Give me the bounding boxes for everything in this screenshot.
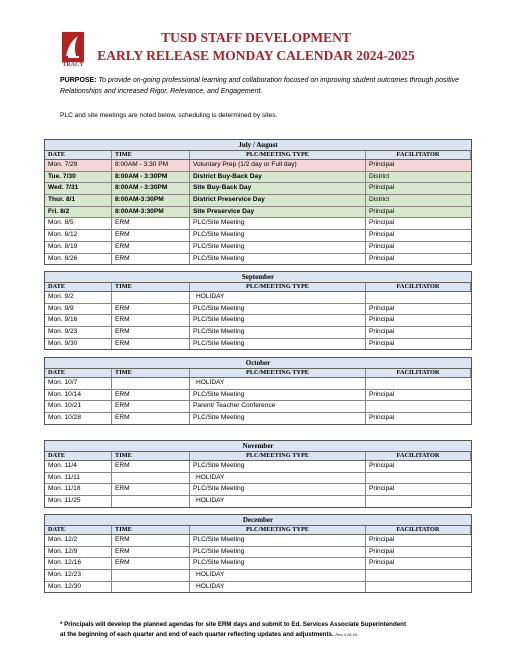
row-time: ERM xyxy=(112,230,190,241)
table-row xyxy=(45,473,471,485)
row-facilitator: Principal xyxy=(369,242,395,250)
table-row xyxy=(45,218,471,230)
row-time xyxy=(112,378,190,389)
row-date: Mon. 9/9 xyxy=(45,304,112,315)
time-column-header: TIME xyxy=(112,369,190,377)
row-type: PLC/Site Meeting xyxy=(190,558,366,569)
table-row xyxy=(45,304,471,316)
row-type: HOLIDAY xyxy=(190,582,366,593)
row-time: ERM xyxy=(112,254,190,265)
month-header: November xyxy=(45,441,471,452)
purpose-statement xyxy=(60,76,480,97)
table-row xyxy=(45,378,471,390)
table-row xyxy=(45,484,471,496)
date-column-header: DATE xyxy=(45,452,112,460)
month-table xyxy=(44,271,472,350)
row-type: PLC/Site Meeting xyxy=(190,218,366,229)
month-table xyxy=(44,357,472,425)
table-row xyxy=(45,413,471,424)
row-time: ERM xyxy=(112,339,190,350)
revision-date: Rev 4.26.24 xyxy=(335,631,357,637)
row-facilitator: Principal xyxy=(369,339,395,347)
row-time xyxy=(112,570,190,581)
time-column-header: TIME xyxy=(112,452,190,460)
table-row xyxy=(45,207,471,219)
row-type: PLC/Site Meeting xyxy=(190,327,366,338)
column-headers xyxy=(45,369,471,378)
row-time: ERM xyxy=(112,484,190,495)
row-date: Mon. 8/26 xyxy=(45,254,112,265)
table-row xyxy=(45,535,471,547)
table-row xyxy=(45,230,471,242)
table-row xyxy=(45,339,471,350)
facilitator-column-header: FACILITATOR xyxy=(366,452,471,460)
facilitator-column-header: FACILITATOR xyxy=(366,369,471,377)
page-title: TUSD STAFF DEVELOPMENT xyxy=(161,30,351,45)
table-row xyxy=(45,558,471,570)
facilitator-column-header: FACILITATOR xyxy=(366,283,471,291)
row-type: Site Preservice Day xyxy=(190,207,366,218)
row-type: PLC/Site Meeting xyxy=(190,254,366,265)
row-type: PLC/Site Meeting xyxy=(190,339,366,350)
row-time xyxy=(112,473,190,484)
table-row xyxy=(45,401,471,413)
month-header: October xyxy=(45,358,471,369)
table-row xyxy=(45,570,471,582)
row-date: Mon. 12/23 xyxy=(45,570,112,581)
row-type: PLC/Site Meeting xyxy=(190,304,366,315)
row-date: Mon. 12/2 xyxy=(45,535,112,546)
row-type: HOLIDAY xyxy=(190,570,366,581)
row-type: HOLIDAY xyxy=(190,496,366,507)
row-time: ERM xyxy=(112,242,190,253)
row-facilitator xyxy=(366,401,471,412)
row-time: ERM xyxy=(112,390,190,401)
scheduling-note: PLC and site meetings are noted below, scheduling is determined by sites. xyxy=(60,112,278,119)
time-column-header: TIME xyxy=(112,283,190,291)
row-facilitator xyxy=(366,570,471,581)
row-facilitator xyxy=(366,582,471,593)
row-facilitator: Principal xyxy=(369,161,395,168)
row-time: ERM xyxy=(112,401,190,412)
row-date: Mon. 11/25 xyxy=(45,496,112,507)
row-facilitator: Principal xyxy=(369,328,395,336)
row-date: Mon. 11/18 xyxy=(45,484,112,495)
table-row xyxy=(45,292,471,304)
row-date: Mon. 9/30 xyxy=(45,339,112,350)
table-row xyxy=(45,582,471,593)
row-date: Mon. 11/11 xyxy=(45,473,112,484)
row-type: District Preservice Day xyxy=(190,195,366,206)
row-facilitator: Principal xyxy=(369,231,395,239)
type-column-header: PLC/MEETING TYPE xyxy=(190,369,366,377)
row-date: Mon. 8/5 xyxy=(45,218,112,229)
row-time: ERM xyxy=(112,535,190,546)
table-row xyxy=(45,172,471,184)
table-row xyxy=(45,496,471,507)
footer-line-2 xyxy=(60,630,480,640)
table-row xyxy=(45,461,471,473)
row-time xyxy=(112,292,190,303)
time-column-header: TIME xyxy=(112,151,190,159)
row-facilitator: Principal xyxy=(369,390,395,398)
facilitator-column-header: FACILITATOR xyxy=(366,526,471,534)
row-facilitator: Principal xyxy=(369,414,395,422)
row-type: PLC/Site Meeting xyxy=(190,413,366,424)
row-time xyxy=(112,496,190,507)
row-time: 8:00AM - 3:30PM xyxy=(112,172,190,183)
row-facilitator: Principal xyxy=(369,304,395,312)
type-column-header: PLC/MEETING TYPE xyxy=(190,452,366,460)
row-facilitator xyxy=(366,378,471,389)
row-type: PLC/Site Meeting xyxy=(190,390,366,401)
row-date: Mon. 8/19 xyxy=(45,242,112,253)
row-facilitator: Principal xyxy=(369,485,395,493)
column-headers xyxy=(45,151,471,160)
month-table xyxy=(44,514,472,593)
row-time: ERM xyxy=(112,461,190,472)
row-type: PLC/Site Meeting xyxy=(190,242,366,253)
month-header: July / August xyxy=(45,140,471,151)
row-type: District Buy-Back Day xyxy=(190,172,366,183)
row-date: Mon. 7/29 xyxy=(45,160,112,171)
row-date: Mon. 10/28 xyxy=(45,413,112,424)
footer-line-1: * Principals will develop the planned agendas for site ERM days and submit to Ed. Services Associate Superintendent xyxy=(60,621,407,628)
row-time: ERM xyxy=(112,304,190,315)
table-row xyxy=(45,242,471,254)
month-table xyxy=(44,440,472,508)
month-header: December xyxy=(45,515,471,526)
row-date: Wed. 7/31 xyxy=(45,183,112,194)
row-facilitator: Principal xyxy=(369,254,395,262)
row-time: ERM xyxy=(112,327,190,338)
row-type: PLC/Site Meeting xyxy=(190,535,366,546)
row-date: Mon. 8/12 xyxy=(45,230,112,241)
purpose-label: PURPOSE: xyxy=(60,77,97,84)
column-headers xyxy=(45,283,471,292)
logo-text: TRACY xyxy=(62,62,84,68)
row-date: Mon. 12/30 xyxy=(45,582,112,593)
table-row xyxy=(45,195,471,207)
row-type: PLC/Site Meeting xyxy=(190,315,366,326)
row-time: ERM xyxy=(112,218,190,229)
row-date: Fri. 8/2 xyxy=(45,207,112,218)
row-facilitator: Principal xyxy=(369,536,395,543)
row-facilitator: District xyxy=(369,172,390,180)
row-date: Mon. 12/9 xyxy=(45,547,112,558)
row-facilitator: Principal xyxy=(369,559,395,567)
row-date: Mon. 12/16 xyxy=(45,558,112,569)
row-facilitator xyxy=(366,496,471,507)
row-date: Mon. 9/16 xyxy=(45,315,112,326)
type-column-header: PLC/MEETING TYPE xyxy=(190,283,366,291)
table-row xyxy=(45,160,471,172)
row-time: ERM xyxy=(112,558,190,569)
row-facilitator: Principal xyxy=(369,219,395,227)
footer-note xyxy=(60,620,480,639)
purpose-text: To provide on-going professional learning and collaboration focused on improving student outcomes through positive Relationships and increased Rigor, Relevance, and Engagement. xyxy=(60,77,459,95)
row-time: ERM xyxy=(112,413,190,424)
row-time: ERM xyxy=(112,315,190,326)
row-date: Mon. 9/2 xyxy=(45,292,112,303)
row-type: PLC/Site Meeting xyxy=(190,547,366,558)
row-date: Tue. 7/30 xyxy=(45,172,112,183)
table-row xyxy=(45,254,471,265)
row-type: Parent/ Teacher Conference xyxy=(190,401,366,412)
table-row xyxy=(45,327,471,339)
row-date: Mon. 10/21 xyxy=(45,401,112,412)
row-facilitator: Principal xyxy=(369,462,395,469)
month-header: September xyxy=(45,272,471,283)
row-time: 8:00AM-3:30PM xyxy=(112,195,190,206)
row-facilitator: Principal xyxy=(369,207,395,215)
row-time: 8:00AM-3:30PM xyxy=(112,207,190,218)
date-column-header: DATE xyxy=(45,369,112,377)
row-date: Mon. 10/14 xyxy=(45,390,112,401)
page-subtitle: EARLY RELEASE MONDAY CALENDAR 2024-2025 xyxy=(97,48,415,63)
row-facilitator xyxy=(366,473,471,484)
table-row xyxy=(45,547,471,559)
row-type: HOLIDAY xyxy=(190,292,366,303)
row-type: Site Buy-Back Day xyxy=(190,183,366,194)
row-time: 8:00AM - 3:30PM xyxy=(112,183,190,194)
row-facilitator: Principal xyxy=(369,184,395,192)
row-type: Voluntary Prep (1/2 day or Full day) xyxy=(190,160,366,171)
date-column-header: DATE xyxy=(45,151,112,159)
row-type: HOLIDAY xyxy=(190,473,366,484)
row-date: Mon. 11/4 xyxy=(45,461,112,472)
row-date: Thur. 8/1 xyxy=(45,195,112,206)
type-column-header: PLC/MEETING TYPE xyxy=(190,526,366,534)
facilitator-column-header: FACILITATOR xyxy=(366,151,471,159)
row-facilitator: Principal xyxy=(369,316,395,324)
table-row xyxy=(45,183,471,195)
table-row xyxy=(45,390,471,402)
row-facilitator xyxy=(366,292,471,303)
type-column-header: PLC/MEETING TYPE xyxy=(190,151,366,159)
row-type: PLC/Site Meeting xyxy=(190,461,366,472)
row-date: Mon. 9/23 xyxy=(45,327,112,338)
column-headers xyxy=(45,526,471,535)
date-column-header: DATE xyxy=(45,526,112,534)
time-column-header: TIME xyxy=(112,526,190,534)
row-facilitator: Principal xyxy=(369,547,395,555)
month-table xyxy=(44,139,472,265)
row-date: Mon. 10/7 xyxy=(45,378,112,389)
table-row xyxy=(45,315,471,327)
footer-line-2-text: at the beginning of each quarter and end of each quarter reflecting updates and adjustments. xyxy=(60,630,334,638)
row-type: PLC/Site Meeting xyxy=(190,484,366,495)
row-facilitator: District xyxy=(369,196,390,204)
date-column-header: DATE xyxy=(45,283,112,291)
row-time: 8:00AM - 3:30 PM xyxy=(112,160,190,171)
row-time xyxy=(112,582,190,593)
row-time: ERM xyxy=(112,547,190,558)
column-headers xyxy=(45,452,471,461)
row-type: PLC/Site Meeting xyxy=(190,230,366,241)
row-type: HOLIDAY xyxy=(190,378,366,389)
